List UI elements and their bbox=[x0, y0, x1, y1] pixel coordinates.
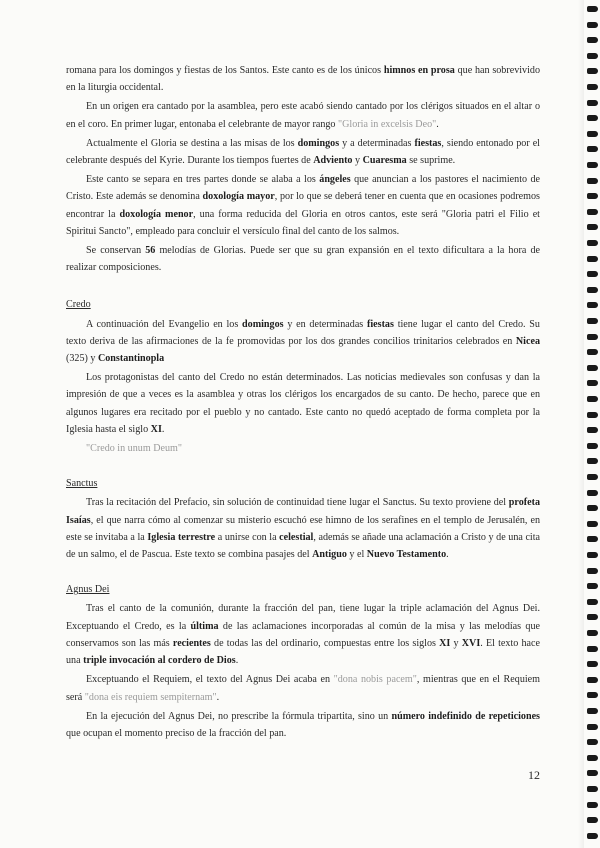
binding-ring bbox=[587, 240, 598, 246]
binding-ring bbox=[587, 334, 598, 340]
binding-ring bbox=[587, 256, 598, 262]
agnus-paragraph-3: En la ejecución del Agnus Dei, no prescribe la fórmula tripartita, sino un número indefinido de repeticiones que ocupan el momento preciso de la fracción del pan. bbox=[66, 710, 540, 739]
binding-ring bbox=[587, 100, 598, 106]
binding-ring bbox=[587, 458, 598, 464]
binding-ring bbox=[587, 178, 598, 184]
binding-ring bbox=[587, 146, 598, 152]
credo-heading: Credo bbox=[66, 299, 91, 311]
binding-ring bbox=[587, 37, 598, 43]
binding-ring bbox=[587, 224, 598, 230]
binding-ring bbox=[587, 646, 598, 652]
agnus-paragraph-1: Tras el canto de la comunión, durante la fracción del pan, tiene lugar la triple aclamación del Agnus Dei. Exceptuando el Credo, es la última de las aclamaciones incorporadas al común de la misa y las melodías que conservamos son las más recientes de todas las del ordinario, compuestas entre los siglos XI y XVI. El texto hace una triple invocación al cordero de Dios. bbox=[66, 603, 540, 667]
binding-ring bbox=[587, 755, 598, 761]
binding-ring bbox=[587, 271, 598, 277]
binding-ring bbox=[587, 490, 598, 496]
binding-ring bbox=[587, 833, 598, 839]
binding-ring bbox=[587, 724, 598, 730]
binding-ring bbox=[587, 786, 598, 792]
binding-ring bbox=[587, 302, 598, 308]
agnus-paragraph-2: Exceptuando el Requiem, el texto del Agnus Dei acaba en "dona nobis pacem", mientras que en el Requiem será "dona eis requiem sempiternam". bbox=[66, 674, 540, 703]
gloria-paragraph-5: Se conservan 56 melodías de Glorias. Puede ser que su gran expansión en el texto dificultara a la hora de realizar composiciones. bbox=[66, 245, 541, 274]
binding-ring bbox=[587, 505, 598, 511]
binding-ring bbox=[587, 318, 598, 324]
binding-ring bbox=[587, 6, 598, 12]
binding-ring bbox=[587, 443, 598, 449]
gloria-paragraph-2: En un origen era cantado por la asamblea, pero este acabó siendo cantado por los clérigos situados en el altar o en el coro. En primer lugar, entonaba el celebrante de mayor rango "Gloria in excelsis Deo". bbox=[66, 101, 540, 130]
sanctus-heading: Sanctus bbox=[66, 478, 98, 490]
binding-ring bbox=[587, 365, 598, 371]
gloria-paragraph-1: romana para los domingos y fiestas de los Santos. Este canto es de los únicos himnos en prosa que han sobrevivido en la liturgia occidental. bbox=[66, 65, 540, 94]
credo-paragraph-1: A continuación del Evangelio en los domingos y en determinadas fiestas tiene lugar el canto del Credo. Su texto deriva de las afirmaciones de la fe promovidas por los dos grandes concilios trinitarios celebrados en Nicea (325) y Constantinopla bbox=[66, 318, 540, 365]
binding-ring bbox=[587, 739, 598, 745]
binding-ring bbox=[587, 599, 598, 605]
binding-ring bbox=[587, 817, 598, 823]
binding-ring bbox=[587, 521, 598, 527]
agnus-dei-heading: Agnus Dei bbox=[66, 584, 110, 596]
binding-ring bbox=[587, 630, 598, 636]
binding-ring bbox=[587, 583, 598, 589]
binding-ring bbox=[587, 396, 598, 402]
binding-ring bbox=[587, 614, 598, 620]
binding-ring bbox=[587, 536, 598, 542]
binding-ring bbox=[587, 287, 598, 293]
binding-ring bbox=[587, 677, 598, 683]
gloria-paragraph-4: Este canto se separa en tres partes donde se alaba a los ángeles que anuncian a los pastores el nacimiento de Cristo. Este además se denomina doxología mayor, por lo que se deberá tener en cuenta que en ocasiones podremos encontrar la doxología menor, una forma reducida del Gloria en otros cantos, este será "Gloria patri el Filio et Spiritui Sancto", empleado para concluir el versículo final del canto de los salmos. bbox=[66, 174, 541, 237]
binding-ring bbox=[587, 115, 598, 121]
binding-ring bbox=[587, 22, 598, 28]
credo-paragraph-2: Los protagonistas del canto del Credo no están determinados. Las noticias medievales son confusas y dan la impresión de que a veces es la asamblea y otras los clérigos los encargados de su canto. De hecho, parece que en algunos lugares era recitado por el pueblo y no cantado. Este canto no quedó aceptado de forma completa por la Iglesia hasta el siglo XI. bbox=[66, 372, 540, 435]
binding-ring bbox=[587, 53, 598, 59]
document-body bbox=[66, 62, 540, 744]
credo-quote: "Credo in unum Deum" bbox=[86, 443, 182, 455]
binding-ring bbox=[587, 552, 598, 558]
binding-ring bbox=[587, 380, 598, 386]
page-number: 12 bbox=[528, 768, 540, 782]
binding-ring bbox=[587, 661, 598, 667]
binding-ring bbox=[587, 692, 598, 698]
binding-ring bbox=[587, 193, 598, 199]
binding-ring bbox=[587, 412, 598, 418]
binding-ring bbox=[587, 770, 598, 776]
binding-ring bbox=[587, 427, 598, 433]
binding-ring bbox=[587, 84, 598, 90]
binding-ring bbox=[587, 708, 598, 714]
spiral-binding bbox=[582, 0, 598, 848]
binding-ring bbox=[587, 568, 598, 574]
gloria-paragraph-3: Actualmente el Gloria se destina a las misas de los domingos y a determinadas fiestas, siendo entonado por el celebrante después del Kyrie. Durante los tiempos fuertes de Adviento y Cuaresma se suprime. bbox=[66, 137, 540, 167]
sanctus-paragraph-1: Tras la recitación del Prefacio, sin solución de continuidad tiene lugar el Sanctus. Su texto proviene del profeta Isaías, el que narra cómo al comenzar su misterio escuchó ese himno de los serafines en el templo de Jerusalén, en este se invitaba a la Iglesia terrestre a unirse con la celestial, además se añade una aclamación a Cristo y de una cita de un salmo, el de Pascua. Este texto se combina pasajes del Antiguo y el Nuevo Testamento. bbox=[66, 497, 541, 561]
binding-ring bbox=[587, 68, 598, 74]
binding-ring bbox=[587, 162, 598, 168]
binding-ring bbox=[587, 474, 598, 480]
binding-ring bbox=[587, 349, 598, 355]
binding-ring bbox=[587, 209, 598, 215]
binding-ring bbox=[587, 802, 598, 808]
binding-ring bbox=[587, 131, 598, 137]
